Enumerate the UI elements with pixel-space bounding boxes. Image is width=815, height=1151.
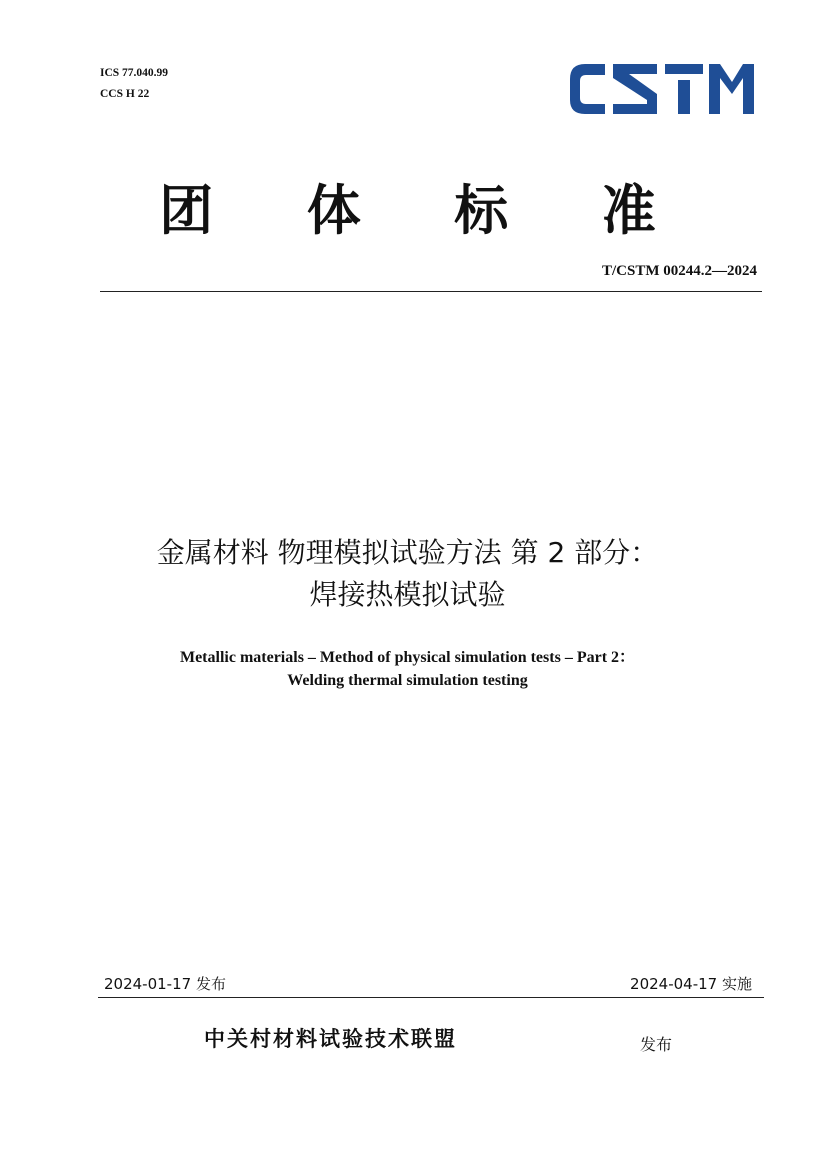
implement-date: 2024-04-17 实施: [630, 975, 752, 993]
cstm-logo-graphic: [567, 60, 757, 118]
english-title-line-2: Welding thermal simulation testing: [287, 672, 528, 689]
issue-label: 发布: [640, 1035, 673, 1054]
publish-date: 2024-01-17 发布: [104, 975, 226, 993]
classification-codes: [100, 63, 168, 105]
standard-number: T/CSTM 00244.2—2024: [601, 263, 757, 279]
footer-divider: [98, 997, 764, 998]
cstm-logo: [567, 60, 757, 118]
ccs-code: CCS H 22: [100, 88, 150, 100]
header-divider: [100, 291, 762, 292]
standard-type-heading: 团 体 标 准: [159, 181, 696, 241]
chinese-title-line-2: 焊接热模拟试验: [309, 578, 506, 611]
english-title-line-1: Metallic materials – Method of physical simulation tests – Part 2：: [179, 649, 636, 666]
ics-code: ICS 77.040.99: [100, 67, 169, 79]
chinese-title-line-1: 金属材料 物理模拟试验方法 第 2 部分：: [156, 536, 659, 569]
issuing-organization: 中关村材料试验技术联盟: [204, 1027, 457, 1051]
